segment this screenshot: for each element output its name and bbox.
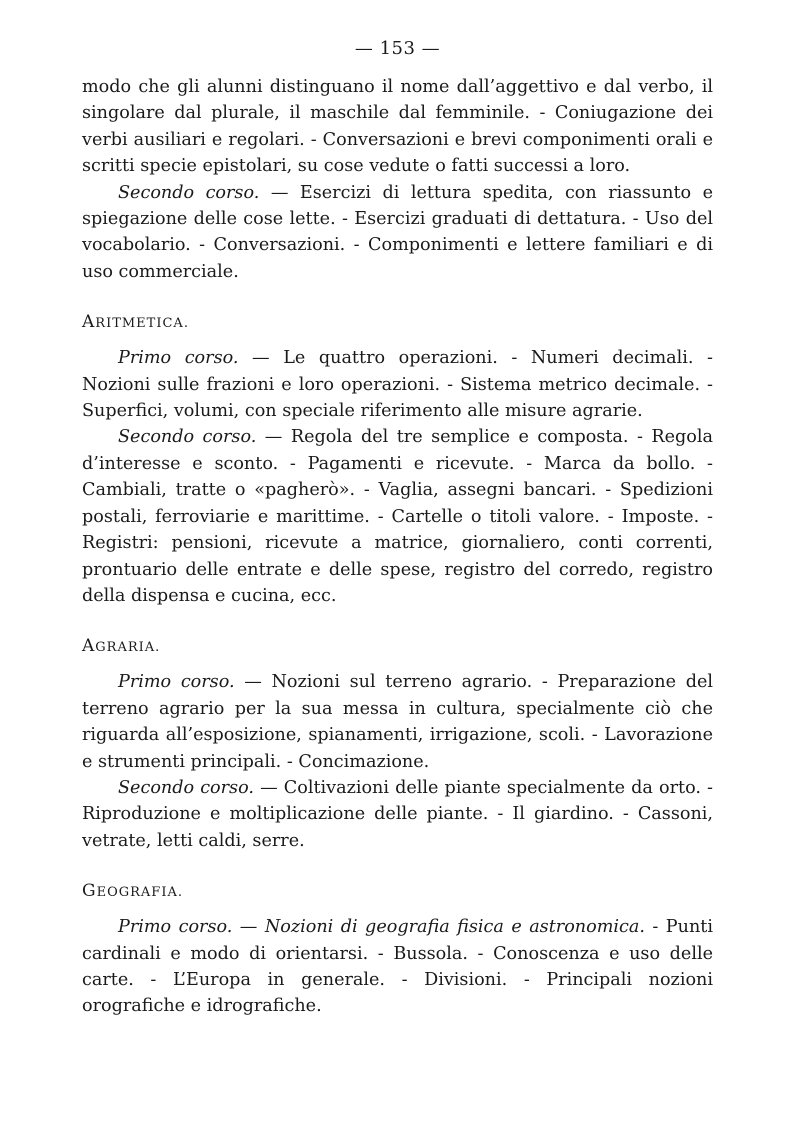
course-text: — Esercizi di lettura spedita, con riassunto e spiegazione delle cose lette. - Esercizi graduati di dettatura. - Uso del vocabolario. - Conversazioni. - Componimenti e lettere familiari e di uso commerciale. <box>82 182 714 282</box>
section-heading-agraria <box>82 633 713 659</box>
agraria-second-course <box>82 775 713 854</box>
course-text: — Regola del tre semplice e composta. - Regola d’interesse e sconto. - Pagamenti e ricevute. - Marca da bollo. - Cambiali, tratte o «pagherò». - Vaglia, assegni bancari. - Spedizioni postali, ferroviarie e marittime. - Cartelle o titoli valore. - Imposte. - Registri: pensioni, ricevute a matrice, giornaliero, conti correnti, prontuario delle entrate e delle spese, registro del corredo, registro della dispensa e cucina, ecc. <box>82 427 713 606</box>
course-label: Primo corso. <box>118 672 235 693</box>
course-label: Primo corso. <box>118 917 233 938</box>
course-label-extra: — Nozioni di geografia fisica e astronomica. <box>232 917 645 938</box>
section-heading-geografia <box>82 878 713 904</box>
course-label: Secondo corso. <box>118 427 257 448</box>
heading-initial: A <box>82 636 96 657</box>
section-heading-aritmetica <box>82 309 713 335</box>
aritmetica-second-course <box>82 424 713 609</box>
page-number: — 153 — <box>354 38 441 59</box>
heading-initial: G <box>82 881 97 902</box>
heading-rest: GRARIA. <box>95 640 161 656</box>
geografia-first-course <box>82 914 713 1020</box>
heading-rest: EOGRAFIA. <box>96 885 183 901</box>
course-text: — Nozioni sul terreno agrario. - Preparazione del terreno agrario per la sua messa in cultura, specialmente ciò che riguarda all’esposizione, spianamenti, irrigazione, scoli. - Lavorazione e strumenti principali. - Concimazione. <box>82 672 713 772</box>
course-text: — Coltivazioni delle piante specialmente da orto. - Riproduzione e moltiplicazione delle piante. - Il giardino. - Cassoni, vetrate, letti caldi, serre. <box>82 777 713 851</box>
agraria-first-course <box>82 669 713 775</box>
heading-rest: RITMETICA. <box>95 316 189 332</box>
document-page <box>82 36 713 1020</box>
intro-text: modo che gli alunni distinguano il nome dall’aggettivo e dal verbo, il singolare dal plurale, il maschile dal femminile. - Coniugazione dei verbi ausiliari e regolari. - Conversazioni e brevi componimenti orali e scritti specie epistolari, su cose vedute o fatti successi a loro. <box>82 77 713 177</box>
course-text: — Le quattro operazioni. - Numeri decimali. - Nozioni sulle frazioni e loro operazioni. - Sistema metrico decimale. - Superfici, volumi, con speciale riferimento alle misure agrarie. <box>82 348 713 422</box>
course-label: Secondo corso. <box>118 182 260 203</box>
course-label: Secondo corso. <box>118 777 254 798</box>
intro-paragraph <box>82 74 713 180</box>
course-label: Primo corso. <box>118 348 239 369</box>
heading-initial: A <box>82 312 96 333</box>
intro-second-course <box>82 180 713 286</box>
course-text: - Punti cardinali e modo di orientarsi. - Bussola. - Conoscenza e uso delle carte. - L’Europa in generale. - Divisioni. - Principali nozioni orografiche e idrografiche. <box>82 917 714 1017</box>
aritmetica-first-course <box>82 345 713 424</box>
